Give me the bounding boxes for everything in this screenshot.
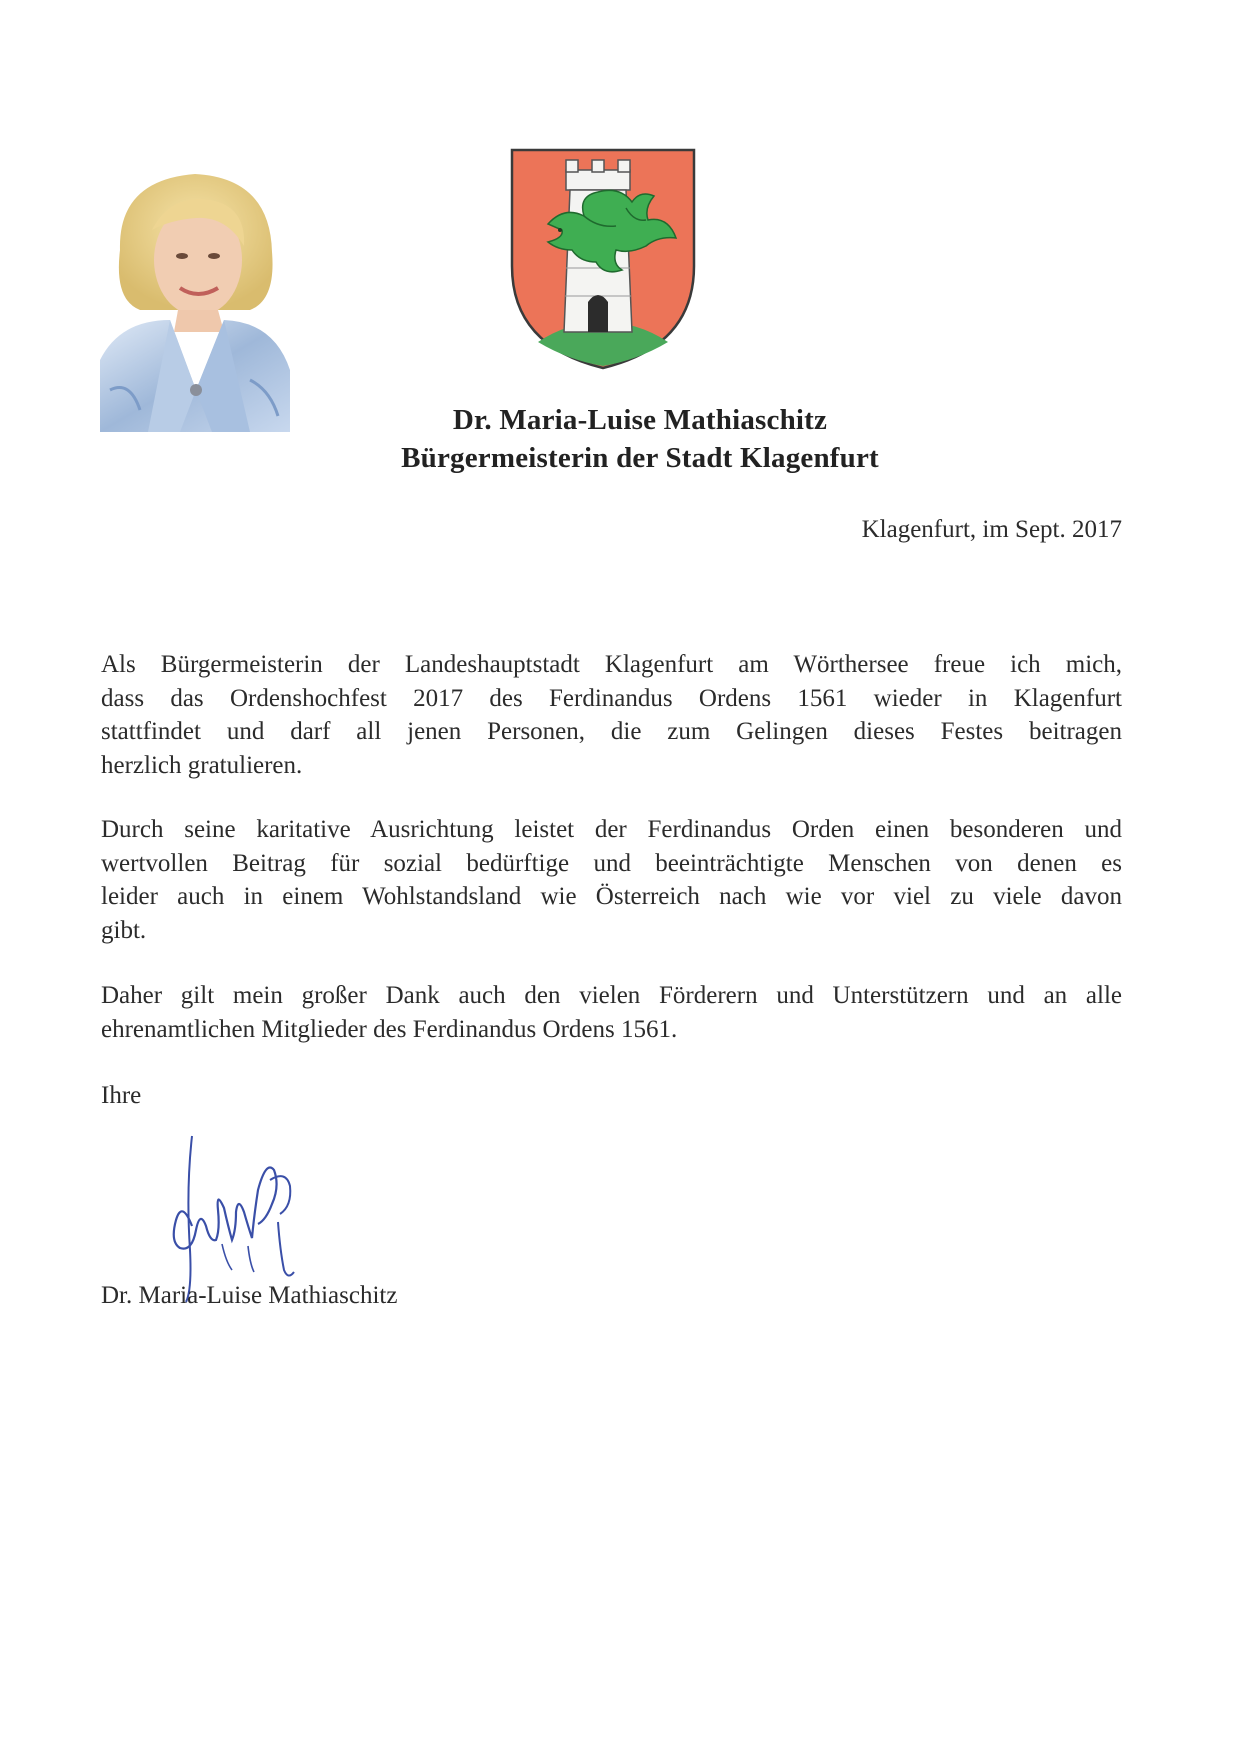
paragraph-line: gibt. [101,916,147,944]
paragraph-1 [101,648,1122,782]
paragraph-3 [101,979,1122,1046]
paragraph-line: stattfindet und darf all jenen Personen, die zum Gelingen dieses Festes beitragen [101,718,1122,745]
klagenfurt-coat-of-arms [508,146,698,372]
portrait-photo [100,160,290,432]
paragraph-line: dass das Ordenshochfest 2017 des Ferdinandus Ordens 1561 wieder in Klagenfurt [101,684,1122,712]
date-line: Klagenfurt, im Sept. 2017 [861,516,1122,543]
signature-name: Dr. Maria-Luise Mathiaschitz [101,1282,398,1309]
paragraph-line: wertvollen Beitrag für sozial bedürftige und beeinträchtigte Menschen von denen es [101,849,1122,877]
paragraph-line: ehrenamtlichen Mitglieder des Ferdinandus Ordens 1561. [101,1015,678,1043]
closing-salutation: Ihre [101,1082,142,1109]
paragraph-line: Als Bürgermeisterin der Landeshauptstadt Klagenfurt am Wörthersee freue ich mich, [101,651,1122,678]
sender-name-heading: Dr. Maria-Luise Mathiaschitz [452,404,828,436]
paragraph-line: Daher gilt mein großer Dank auch den vielen Förderern und Unterstützern und an alle [101,982,1122,1009]
sender-office-heading: Bürgermeisterin der Stadt Klagenfurt [401,442,879,474]
paragraph-line: herzlich gratulieren. [101,751,303,779]
paragraph-line: leider auch in einem Wohlstandsland wie Österreich nach wie vor viel zu viele davon [101,883,1122,910]
paragraph-line: Durch seine karitative Ausrichtung leistet der Ferdinandus Orden einen besonderen und [101,816,1122,843]
handwritten-signature [162,1130,312,1305]
paragraph-2 [101,813,1122,947]
